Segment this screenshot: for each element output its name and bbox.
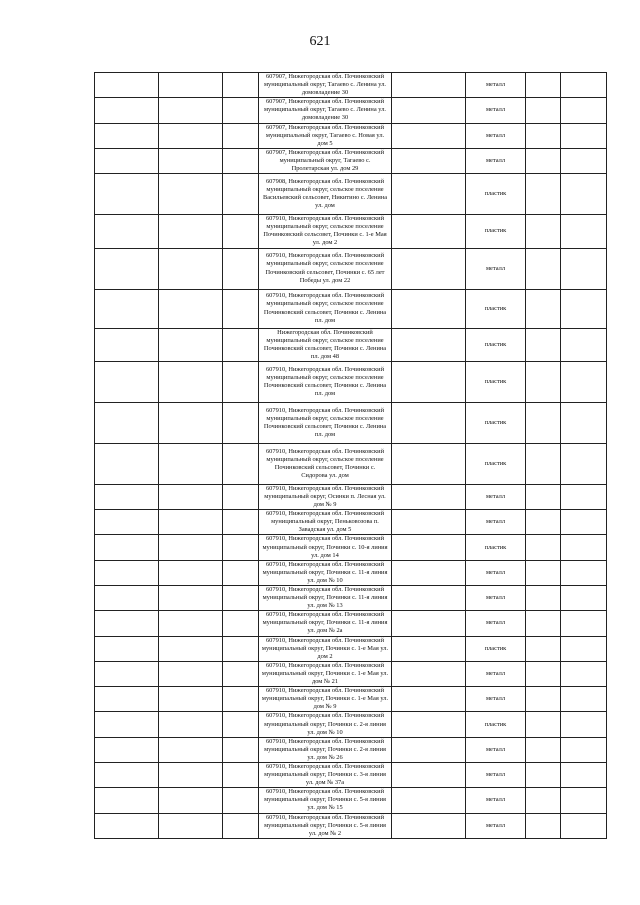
table-row bbox=[95, 535, 607, 560]
empty-cell bbox=[159, 174, 223, 215]
address-cell: 607910, Нижегородская обл. Починковский муниципальный округ, Починки с. 5-я линия ул. дом № 2 bbox=[259, 813, 392, 838]
empty-cell bbox=[223, 712, 259, 737]
empty-cell bbox=[392, 98, 466, 123]
empty-cell bbox=[223, 215, 259, 248]
empty-cell bbox=[223, 443, 259, 484]
empty-cell bbox=[95, 328, 159, 361]
empty-cell bbox=[223, 560, 259, 585]
empty-cell bbox=[526, 443, 561, 484]
empty-cell bbox=[95, 484, 159, 509]
material-cell: металл bbox=[466, 248, 526, 289]
empty-cell bbox=[526, 510, 561, 535]
empty-cell bbox=[392, 361, 466, 402]
material-cell: пластик bbox=[466, 712, 526, 737]
table-row bbox=[95, 737, 607, 762]
address-cell: 607910, Нижегородская обл. Починковский муниципальный округ, Починки с. 10-я линия ул. дом 14 bbox=[259, 535, 392, 560]
empty-cell bbox=[95, 510, 159, 535]
empty-cell bbox=[95, 248, 159, 289]
empty-cell bbox=[392, 510, 466, 535]
empty-cell bbox=[159, 148, 223, 173]
table-row bbox=[95, 123, 607, 148]
empty-cell bbox=[526, 361, 561, 402]
material-cell: пластик bbox=[466, 535, 526, 560]
table-row bbox=[95, 328, 607, 361]
empty-cell bbox=[159, 636, 223, 661]
empty-cell bbox=[392, 762, 466, 787]
empty-cell bbox=[95, 535, 159, 560]
table-row bbox=[95, 510, 607, 535]
empty-cell bbox=[223, 813, 259, 838]
material-cell: пластик bbox=[466, 328, 526, 361]
empty-cell bbox=[223, 636, 259, 661]
material-cell: металл bbox=[466, 813, 526, 838]
address-cell: 607910, Нижегородская обл. Починковский муниципальный округ, сельское поселение Починковский сельсовет, Починки с. Ленина пл. дом bbox=[259, 402, 392, 443]
empty-cell bbox=[526, 788, 561, 813]
empty-cell bbox=[159, 586, 223, 611]
material-cell: металл bbox=[466, 484, 526, 509]
address-cell: 607910, Нижегородская обл. Починковский муниципальный округ, Починки с. 1-е Мая ул. дом № 21 bbox=[259, 661, 392, 686]
empty-cell bbox=[95, 813, 159, 838]
empty-cell bbox=[95, 712, 159, 737]
table-row bbox=[95, 215, 607, 248]
empty-cell bbox=[95, 148, 159, 173]
empty-cell bbox=[95, 361, 159, 402]
table-row bbox=[95, 788, 607, 813]
empty-cell bbox=[223, 402, 259, 443]
empty-cell bbox=[223, 484, 259, 509]
empty-cell bbox=[526, 687, 561, 712]
empty-cell bbox=[526, 289, 561, 328]
table-row bbox=[95, 636, 607, 661]
empty-cell bbox=[223, 762, 259, 787]
empty-cell bbox=[526, 586, 561, 611]
empty-cell bbox=[223, 661, 259, 686]
empty-cell bbox=[95, 402, 159, 443]
address-cell: 607907, Нижегородская обл. Починковский муниципальный округ, Тагаево с. Пролетарская ул. дом 29 bbox=[259, 148, 392, 173]
material-cell: металл bbox=[466, 98, 526, 123]
empty-cell bbox=[561, 737, 607, 762]
table-row bbox=[95, 148, 607, 173]
empty-cell bbox=[223, 510, 259, 535]
empty-cell bbox=[159, 73, 223, 98]
empty-cell bbox=[392, 289, 466, 328]
empty-cell bbox=[392, 328, 466, 361]
material-cell: пластик bbox=[466, 443, 526, 484]
table-row bbox=[95, 586, 607, 611]
empty-cell bbox=[223, 788, 259, 813]
empty-cell bbox=[392, 535, 466, 560]
material-cell: металл bbox=[466, 687, 526, 712]
material-cell: металл bbox=[466, 510, 526, 535]
empty-cell bbox=[526, 813, 561, 838]
empty-cell bbox=[223, 98, 259, 123]
empty-cell bbox=[526, 123, 561, 148]
empty-cell bbox=[561, 443, 607, 484]
material-cell: металл bbox=[466, 661, 526, 686]
empty-cell bbox=[223, 687, 259, 712]
empty-cell bbox=[392, 248, 466, 289]
empty-cell bbox=[95, 289, 159, 328]
material-cell: металл bbox=[466, 73, 526, 98]
address-cell: 607910, Нижегородская обл. Починковский муниципальный округ, Осинки п. Лесная ул. дом № 9 bbox=[259, 484, 392, 509]
empty-cell bbox=[561, 361, 607, 402]
empty-cell bbox=[159, 361, 223, 402]
address-cell: 607910, Нижегородская обл. Починковский муниципальный округ, Починки с. 5-я линия ул. дом № 15 bbox=[259, 788, 392, 813]
material-cell: пластик bbox=[466, 402, 526, 443]
material-cell: металл bbox=[466, 737, 526, 762]
empty-cell bbox=[159, 510, 223, 535]
empty-cell bbox=[561, 560, 607, 585]
empty-cell bbox=[561, 328, 607, 361]
empty-cell bbox=[159, 484, 223, 509]
empty-cell bbox=[159, 98, 223, 123]
material-cell: металл bbox=[466, 611, 526, 636]
address-cell: 607910, Нижегородская обл. Починковский муниципальный округ, Пеньковозова п. Завадская ул. дом 5 bbox=[259, 510, 392, 535]
empty-cell bbox=[561, 123, 607, 148]
table-row bbox=[95, 813, 607, 838]
empty-cell bbox=[159, 560, 223, 585]
empty-cell bbox=[561, 813, 607, 838]
empty-cell bbox=[159, 813, 223, 838]
address-cell: 607910, Нижегородская обл. Починковский муниципальный округ, сельское поселение Починковский сельсовет, Починки с. Ленина пл. дом bbox=[259, 361, 392, 402]
empty-cell bbox=[392, 636, 466, 661]
address-cell: 607910, Нижегородская обл. Починковский муниципальный округ, Починки с. 2-я линия ул. дом № 10 bbox=[259, 712, 392, 737]
table-row bbox=[95, 484, 607, 509]
material-cell: пластик bbox=[466, 174, 526, 215]
empty-cell bbox=[392, 215, 466, 248]
address-cell: 607910, Нижегородская обл. Починковский муниципальный округ, Починки с. 1-е Мая ул. дом 2 bbox=[259, 636, 392, 661]
material-cell: пластик bbox=[466, 636, 526, 661]
empty-cell bbox=[95, 560, 159, 585]
empty-cell bbox=[223, 535, 259, 560]
address-cell: 607910, Нижегородская обл. Починковский муниципальный округ, Починки с. 2-я линия ул. дом № 26 bbox=[259, 737, 392, 762]
material-cell: металл bbox=[466, 762, 526, 787]
table-row bbox=[95, 611, 607, 636]
empty-cell bbox=[392, 712, 466, 737]
material-cell: металл bbox=[466, 560, 526, 585]
empty-cell bbox=[561, 636, 607, 661]
empty-cell bbox=[561, 148, 607, 173]
empty-cell bbox=[561, 661, 607, 686]
empty-cell bbox=[223, 586, 259, 611]
empty-cell bbox=[159, 535, 223, 560]
empty-cell bbox=[223, 248, 259, 289]
empty-cell bbox=[561, 484, 607, 509]
empty-cell bbox=[223, 148, 259, 173]
address-cell: 607910, Нижегородская обл. Починковский муниципальный округ, Починки с. 11-я линия ул. дом № 13 bbox=[259, 586, 392, 611]
address-cell: 607907, Нижегородская обл. Починковский муниципальный округ, Тагаево с. Новая ул. дом 5 bbox=[259, 123, 392, 148]
empty-cell bbox=[392, 611, 466, 636]
table-row bbox=[95, 687, 607, 712]
address-cell: 607910, Нижегородская обл. Починковский муниципальный округ, Починки с. 11-я линия ул. дом № 10 bbox=[259, 560, 392, 585]
empty-cell bbox=[95, 98, 159, 123]
material-cell: металл bbox=[466, 586, 526, 611]
table-row bbox=[95, 560, 607, 585]
empty-cell bbox=[561, 586, 607, 611]
address-cell: 607910, Нижегородская обл. Починковский муниципальный округ, Починки с. 1-е Мая ул. дом № 9 bbox=[259, 687, 392, 712]
empty-cell bbox=[95, 174, 159, 215]
empty-cell bbox=[392, 174, 466, 215]
address-cell: 607910, Нижегородская обл. Починковский муниципальный округ, Починки с. 11-я линия ул. дом № 2а bbox=[259, 611, 392, 636]
empty-cell bbox=[159, 737, 223, 762]
address-cell: 607910, Нижегородская обл. Починковский муниципальный округ, Починки с. 3-я линия ул. дом № 37а bbox=[259, 762, 392, 787]
empty-cell bbox=[159, 788, 223, 813]
empty-cell bbox=[159, 289, 223, 328]
empty-cell bbox=[526, 712, 561, 737]
empty-cell bbox=[223, 361, 259, 402]
empty-cell bbox=[95, 661, 159, 686]
empty-cell bbox=[526, 762, 561, 787]
table-row bbox=[95, 248, 607, 289]
empty-cell bbox=[159, 402, 223, 443]
table-row bbox=[95, 402, 607, 443]
empty-cell bbox=[392, 402, 466, 443]
table-row bbox=[95, 443, 607, 484]
address-cell: 607910, Нижегородская обл. Починковский муниципальный округ, сельское поселение Починковский сельсовет, Починки с. 1-е Мая ул. дом 2 bbox=[259, 215, 392, 248]
empty-cell bbox=[159, 762, 223, 787]
empty-cell bbox=[561, 215, 607, 248]
empty-cell bbox=[392, 788, 466, 813]
empty-cell bbox=[159, 328, 223, 361]
empty-cell bbox=[526, 148, 561, 173]
table-row bbox=[95, 361, 607, 402]
material-cell: пластик bbox=[466, 289, 526, 328]
address-cell: 607907, Нижегородская обл. Починковский муниципальный округ, Тагаево с. Ленина ул. домовладение 30 bbox=[259, 98, 392, 123]
table-row bbox=[95, 712, 607, 737]
empty-cell bbox=[95, 123, 159, 148]
empty-cell bbox=[392, 73, 466, 98]
address-cell: 607910, Нижегородская обл. Починковский муниципальный округ, сельское поселение Починковский сельсовет, Починки с. Сидорова ул. дом bbox=[259, 443, 392, 484]
empty-cell bbox=[526, 174, 561, 215]
empty-cell bbox=[392, 661, 466, 686]
empty-cell bbox=[561, 73, 607, 98]
empty-cell bbox=[392, 443, 466, 484]
empty-cell bbox=[561, 712, 607, 737]
empty-cell bbox=[526, 535, 561, 560]
empty-cell bbox=[526, 402, 561, 443]
empty-cell bbox=[159, 712, 223, 737]
material-cell: металл bbox=[466, 788, 526, 813]
table-row bbox=[95, 73, 607, 98]
empty-cell bbox=[95, 636, 159, 661]
empty-cell bbox=[526, 737, 561, 762]
empty-cell bbox=[561, 289, 607, 328]
empty-cell bbox=[526, 636, 561, 661]
empty-cell bbox=[392, 586, 466, 611]
empty-cell bbox=[392, 687, 466, 712]
empty-cell bbox=[561, 174, 607, 215]
empty-cell bbox=[526, 560, 561, 585]
empty-cell bbox=[561, 535, 607, 560]
empty-cell bbox=[95, 687, 159, 712]
empty-cell bbox=[159, 215, 223, 248]
empty-cell bbox=[223, 737, 259, 762]
empty-cell bbox=[95, 737, 159, 762]
empty-cell bbox=[526, 215, 561, 248]
material-cell: пластик bbox=[466, 361, 526, 402]
empty-cell bbox=[561, 762, 607, 787]
address-cell: 607910, Нижегородская обл. Починковский муниципальный округ, сельское поселение Починковский сельсовет, Починки с. Ленина пл. дом bbox=[259, 289, 392, 328]
empty-cell bbox=[526, 328, 561, 361]
material-cell: металл bbox=[466, 148, 526, 173]
empty-cell bbox=[223, 174, 259, 215]
empty-cell bbox=[392, 123, 466, 148]
material-cell: металл bbox=[466, 123, 526, 148]
empty-cell bbox=[95, 443, 159, 484]
empty-cell bbox=[95, 586, 159, 611]
table-row bbox=[95, 98, 607, 123]
empty-cell bbox=[159, 661, 223, 686]
table-row bbox=[95, 174, 607, 215]
empty-cell bbox=[561, 248, 607, 289]
empty-cell bbox=[223, 123, 259, 148]
empty-cell bbox=[95, 73, 159, 98]
material-cell: пластик bbox=[466, 215, 526, 248]
empty-cell bbox=[561, 788, 607, 813]
address-cell: 607910, Нижегородская обл. Починковский муниципальный округ, сельское поселение Починковский сельсовет, Починки с. 65 лет Победы ул. дом 22 bbox=[259, 248, 392, 289]
empty-cell bbox=[526, 248, 561, 289]
address-cell: Нижегородская обл. Починковский муниципальный округ, сельское поселение Починковский сельсовет, Починки с. Ленина пл. дом 48 bbox=[259, 328, 392, 361]
table-body bbox=[95, 73, 607, 839]
empty-cell bbox=[526, 661, 561, 686]
empty-cell bbox=[159, 611, 223, 636]
table-row bbox=[95, 661, 607, 686]
empty-cell bbox=[223, 73, 259, 98]
empty-cell bbox=[561, 611, 607, 636]
empty-cell bbox=[561, 687, 607, 712]
empty-cell bbox=[561, 510, 607, 535]
empty-cell bbox=[159, 123, 223, 148]
empty-cell bbox=[526, 484, 561, 509]
empty-cell bbox=[561, 402, 607, 443]
empty-cell bbox=[526, 611, 561, 636]
empty-cell bbox=[95, 611, 159, 636]
address-cell: 607908, Нижегородская обл. Починковский муниципальный округ, сельское поселение Васильевский сельсовет, Никитино с. Ленина ул. дом bbox=[259, 174, 392, 215]
empty-cell bbox=[95, 762, 159, 787]
empty-cell bbox=[223, 328, 259, 361]
empty-cell bbox=[95, 788, 159, 813]
empty-cell bbox=[526, 73, 561, 98]
table-row bbox=[95, 289, 607, 328]
empty-cell bbox=[392, 560, 466, 585]
empty-cell bbox=[392, 148, 466, 173]
table-row bbox=[95, 762, 607, 787]
registry-table bbox=[94, 72, 607, 839]
empty-cell bbox=[392, 737, 466, 762]
address-cell: 607907, Нижегородская обл. Починковский муниципальный округ, Тагаево с. Ленина ул. домовладение 30 bbox=[259, 73, 392, 98]
page-number: 621 bbox=[309, 34, 331, 49]
empty-cell bbox=[95, 215, 159, 248]
empty-cell bbox=[223, 289, 259, 328]
empty-cell bbox=[159, 443, 223, 484]
empty-cell bbox=[223, 611, 259, 636]
empty-cell bbox=[392, 484, 466, 509]
empty-cell bbox=[159, 248, 223, 289]
empty-cell bbox=[392, 813, 466, 838]
empty-cell bbox=[561, 98, 607, 123]
empty-cell bbox=[526, 98, 561, 123]
empty-cell bbox=[159, 687, 223, 712]
